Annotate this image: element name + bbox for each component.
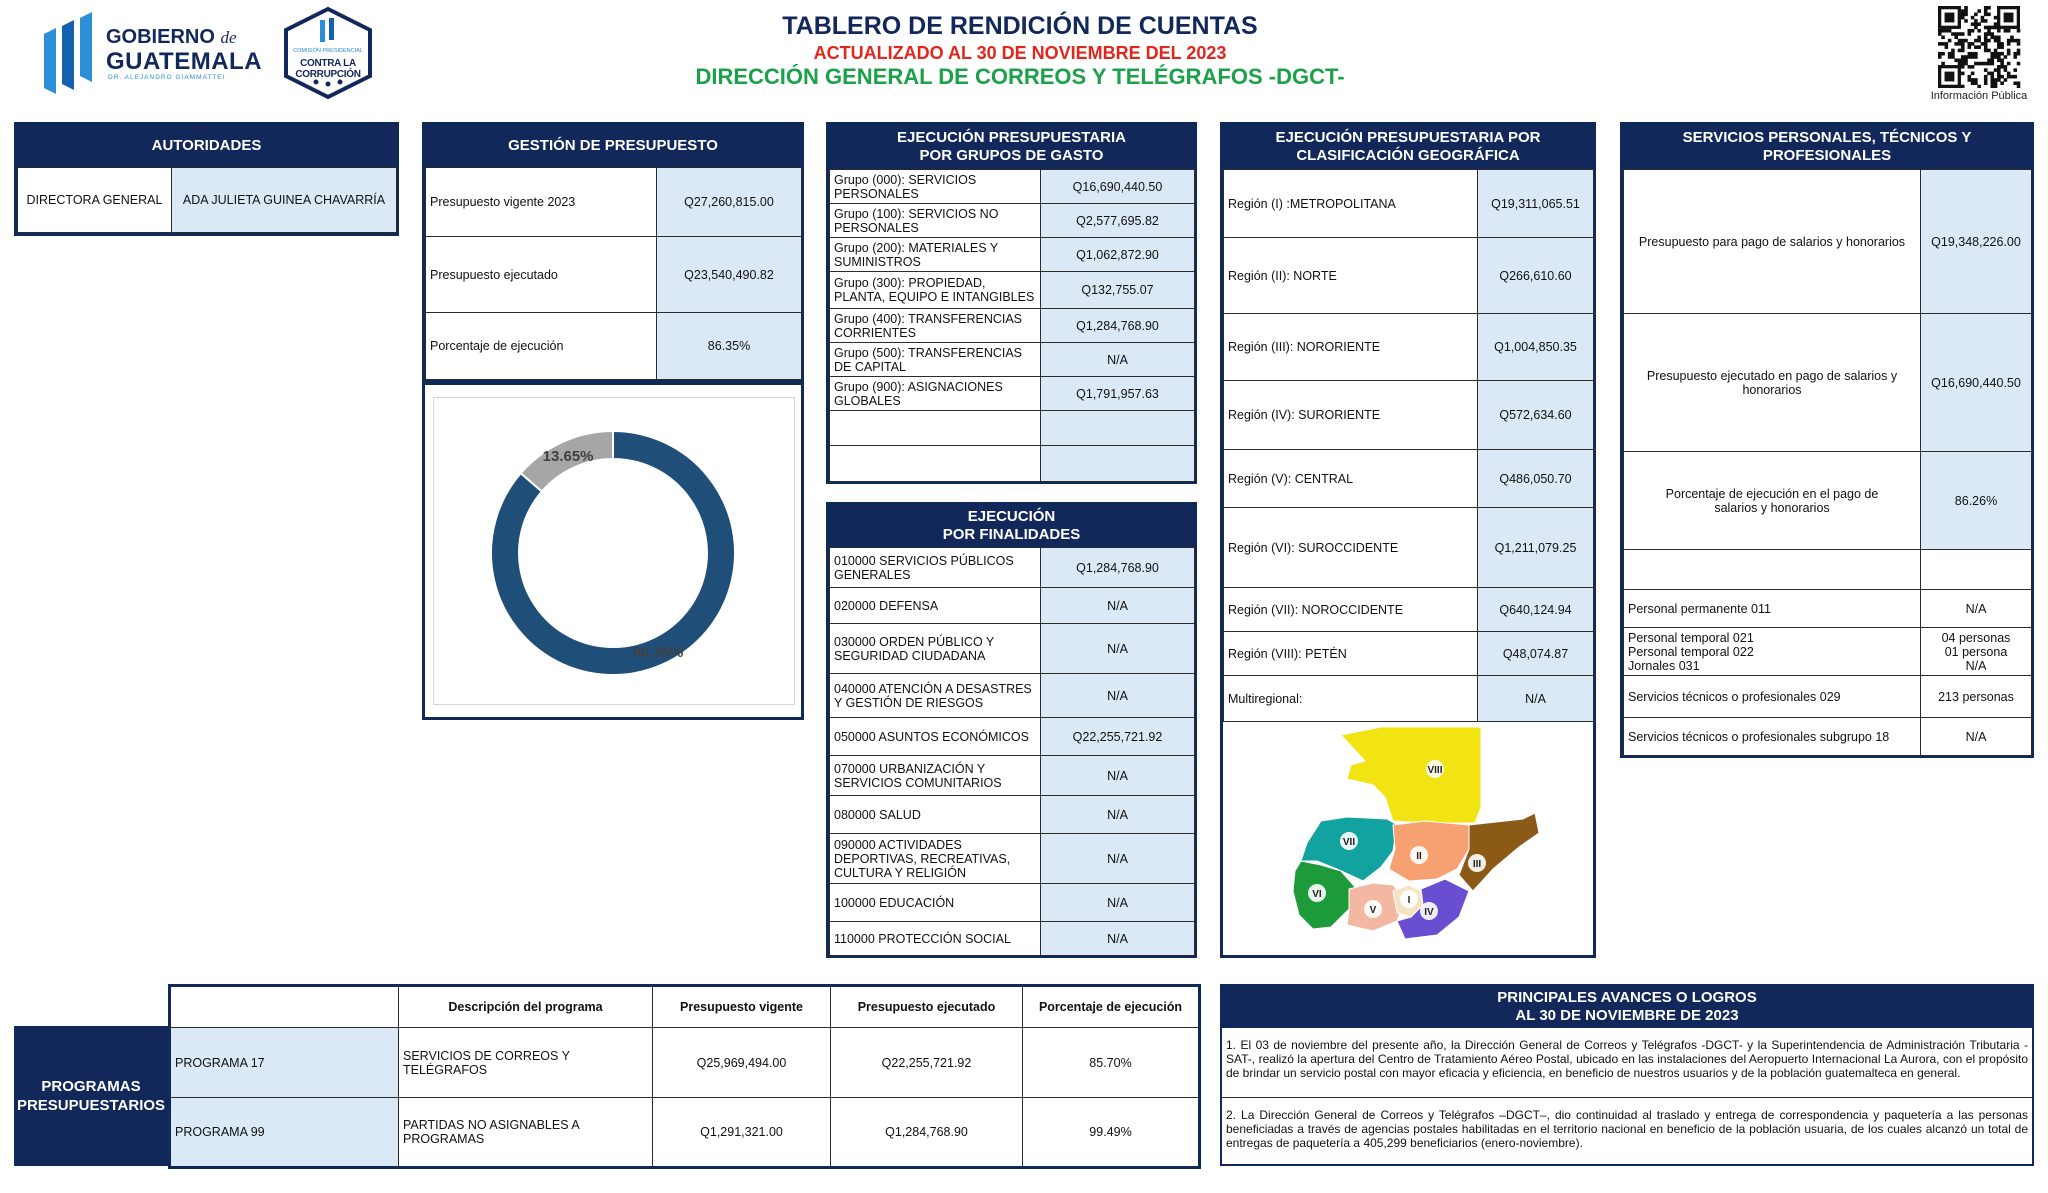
updated-date: ACTUALIZADO AL 30 DE NOVIEMBRE DEL 2023	[813, 43, 1227, 63]
programas-panel	[14, 984, 1198, 1166]
table-row	[830, 674, 1195, 718]
finalidad-label: 040000 ATENCIÓN A DESASTRES Y GESTIÓN DE RIESGOS	[830, 674, 1041, 718]
table-row	[1224, 170, 1594, 238]
table-row	[830, 624, 1195, 674]
program-vigente: Q25,969,494.00	[653, 1028, 831, 1098]
grupo-label: Grupo (000): SERVICIOS PERSONALES	[830, 170, 1041, 204]
qr-finder-0	[1938, 6, 1961, 29]
logros-title-l1: PRINCIPALES AVANCES O LOGROS	[1497, 989, 1757, 1006]
program-pct: 85.70%	[1023, 1028, 1200, 1098]
finalidad-label: 030000 ORDEN PÚBLICO Y SEGURIDAD CIUDADANA	[830, 624, 1041, 674]
program-name: PROGRAMA 17	[170, 1028, 399, 1098]
servicios-temporal-values	[1921, 628, 2032, 676]
finalidades-title-l1: EJECUCIÓN	[967, 508, 1056, 525]
grupo-label: Grupo (500): TRANSFERENCIAS DE CAPITAL	[830, 343, 1041, 377]
grupo-value: Q1,284,768.90	[1041, 309, 1195, 343]
servicios-label: Servicios técnicos o profesionales subgrupo 18	[1624, 718, 1921, 756]
logros-panel	[1220, 984, 2034, 1166]
servicios-label: Personal temporal 021	[1628, 630, 1754, 645]
grupo-value: Q1,791,957.63	[1041, 377, 1195, 411]
col-header-descripcion: Descripción del programa	[399, 986, 653, 1028]
execution-donut-chart	[425, 385, 801, 717]
table-row	[830, 343, 1195, 377]
finalidad-value: Q22,255,721.92	[1041, 718, 1195, 756]
finalidad-value: N/A	[1041, 756, 1195, 796]
presupuesto-label: Porcentaje de ejecución	[426, 313, 657, 380]
grupo-value: Q1,062,872.90	[1041, 238, 1195, 272]
donut-label-1: 13.65%	[542, 447, 594, 465]
region-label: Región (III): NORORIENTE	[1224, 314, 1478, 381]
qr-code-icon	[1926, 6, 2032, 88]
logros-title-l2: AL 30 DE NOVIEMBRE DE 2023	[1515, 1007, 1739, 1024]
servicios-label	[1624, 550, 1921, 590]
servicios-label: Personal permanente 011	[1624, 590, 1921, 628]
table-row	[1224, 632, 1594, 676]
col-header-vigente: Presupuesto vigente	[653, 986, 831, 1028]
finalidad-value: Q1,284,768.90	[1041, 548, 1195, 588]
page-title: TABLERO DE RENDICIÓN DE CUENTAS	[782, 12, 1258, 40]
map-label-3: III	[1472, 859, 1482, 870]
servicios-label: Presupuesto para pago de salarios y honorarios	[1624, 170, 1921, 314]
region-value: Q640,124.94	[1478, 588, 1594, 632]
finalidad-label: 100000 EDUCACIÓN	[830, 884, 1041, 922]
servicios-label: Presupuesto ejecutado en pago de salarios y honorarios	[1624, 314, 1921, 452]
col-header-ejecutado: Presupuesto ejecutado	[831, 986, 1023, 1028]
grupo-value: N/A	[1041, 343, 1195, 377]
table-row	[1224, 238, 1594, 314]
region-value: Q486,050.70	[1478, 450, 1594, 508]
grupo-label: Grupo (900): ASIGNACIONES GLOBALES	[830, 377, 1041, 411]
execution-chart-panel	[422, 382, 804, 720]
table-row	[1224, 450, 1594, 508]
presupuesto-value: Q27,260,815.00	[657, 168, 802, 237]
gov-logo-line1: GOBIERNO de	[106, 26, 237, 48]
servicios-label: Personal temporal 022	[1628, 644, 1754, 659]
region-ii-norte	[1389, 821, 1469, 881]
presupuesto-panel	[422, 122, 804, 382]
finalidad-value: N/A	[1041, 796, 1195, 834]
map-label-0: VIII	[1427, 765, 1443, 776]
programas-corner	[170, 986, 399, 1028]
programas-title-l1: PROGRAMAS	[41, 1078, 141, 1095]
presupuesto-label: Presupuesto ejecutado	[426, 237, 657, 313]
servicios-label: Jornales 031	[1628, 658, 1700, 673]
logro-item-1: 1. El 03 de noviembre del presente año, la Dirección General de Correos y Telégrafos -DGCT- y la Superintendencia de Administración Tributaria -SAT-, realizó la apertura del Centro de Tratamiento Aéreo Postal, ubicado en las instalaciones del Aeropuerto Internacional La Aurora, con el propósito de brindar un servicio postal con mayor eficacia y eficiencia, en beneficio de nuestros usuarios y de la población guatemalteca en general.	[1222, 1028, 2032, 1098]
table-row	[830, 796, 1195, 834]
region-label: Región (VI): SUROCCIDENTE	[1224, 508, 1478, 588]
table-row	[1224, 588, 1594, 632]
table-row	[830, 588, 1195, 624]
table-row	[830, 411, 1195, 446]
grupo-value: Q2,577,695.82	[1041, 204, 1195, 238]
qr-caption: Información Pública	[1930, 90, 2028, 102]
servicios-value: Q16,690,440.50	[1921, 314, 2032, 452]
finalidad-label: 110000 PROTECCIÓN SOCIAL	[830, 922, 1041, 956]
grupo-value: Q16,690,440.50	[1041, 170, 1195, 204]
region-label: Región (V): CENTRAL	[1224, 450, 1478, 508]
grupo-label: Grupo (300): PROPIEDAD, PLANTA, EQUIPO E INTANGIBLES	[830, 272, 1041, 309]
table-row	[830, 834, 1195, 884]
finalidad-value: N/A	[1041, 922, 1195, 956]
programas-title-l2: PRESUPUESTARIOS	[16, 1097, 166, 1114]
servicios-value: 01 persona	[1944, 644, 2008, 659]
geografica-table	[1223, 169, 1594, 722]
finalidades-title	[829, 505, 1194, 547]
region-value: Q1,004,850.35	[1478, 314, 1594, 381]
geografica-title-l2: CLASIFICACIÓN GEOGRÁFICA	[1296, 147, 1520, 164]
autoridades-title: AUTORIDADES	[17, 125, 396, 167]
cpc-logo-line2: CONTRA LA CORRUPCIÓN	[295, 58, 361, 80]
grupos-panel	[826, 122, 1197, 484]
gov-logo-sub: DR. ALEJANDRO GIAMMATTEI	[108, 74, 226, 81]
qr-finder-2	[1938, 65, 1961, 88]
region-viii-peten	[1341, 727, 1481, 823]
gov-logo-line2: GUATEMALA	[106, 48, 263, 75]
servicios-value: N/A	[1965, 658, 1987, 673]
finalidad-label: 070000 URBANIZACIÓN Y SERVICIOS COMUNITARIOS	[830, 756, 1041, 796]
grupo-value	[1041, 411, 1195, 446]
region-iii-nororiente	[1459, 813, 1539, 891]
servicios-label: Servicios técnicos o profesionales 029	[1624, 676, 1921, 718]
finalidad-value: N/A	[1041, 834, 1195, 884]
grupo-label	[830, 411, 1041, 446]
table-row	[830, 446, 1195, 482]
servicios-temporal-labels	[1624, 628, 1921, 676]
finalidades-title-l2: POR FINALIDADES	[942, 526, 1081, 543]
table-row	[830, 377, 1195, 411]
map-label-2: II	[1416, 851, 1422, 862]
donut-label-0: 86.35%	[632, 644, 684, 662]
table-row	[830, 170, 1195, 204]
servicios-label: Porcentaje de ejecución en el pago de salarios y honorarios	[1624, 452, 1921, 550]
servicios-value: N/A	[1921, 718, 2032, 756]
map-label-6: I	[1407, 895, 1411, 906]
finalidad-label: 020000 DEFENSA	[830, 588, 1041, 624]
region-value: Q266,610.60	[1478, 238, 1594, 314]
region-label: Región (VIII): PETÉN	[1224, 632, 1478, 676]
grupo-label: Grupo (400): TRANSFERENCIAS CORRIENTES	[830, 309, 1041, 343]
authority-name: ADA JULIETA GUINEA CHAVARRÍA	[172, 168, 397, 233]
grupo-label: Grupo (100): SERVICIOS NO PERSONALES	[830, 204, 1041, 238]
cpc-logo	[278, 6, 378, 100]
table-row	[170, 1028, 1200, 1098]
region-value: Q572,634.60	[1478, 381, 1594, 450]
table-row	[170, 1098, 1200, 1168]
entity-name: DIRECCIÓN GENERAL DE CORREOS Y TELÉGRAFOS -DGCT-	[695, 64, 1345, 89]
program-desc: PARTIDAS NO ASIGNABLES A PROGRAMAS	[399, 1098, 653, 1168]
servicios-value: 86.26%	[1921, 452, 2032, 550]
geografica-title	[1223, 125, 1593, 169]
program-ejecutado: Q22,255,721.92	[831, 1028, 1023, 1098]
autoridades-table	[17, 167, 397, 233]
table-row	[830, 884, 1195, 922]
table-row	[1224, 508, 1594, 588]
region-value: Q48,074.87	[1478, 632, 1594, 676]
region-value: Q19,311,065.51	[1478, 170, 1594, 238]
finalidad-value: N/A	[1041, 884, 1195, 922]
grupo-value: Q132,755.07	[1041, 272, 1195, 309]
table-row	[830, 922, 1195, 956]
finalidad-label: 010000 SERVICIOS PÚBLICOS GENERALES	[830, 548, 1041, 588]
finalidad-value: N/A	[1041, 674, 1195, 718]
grupo-label: Grupo (200): MATERIALES Y SUMINISTROS	[830, 238, 1041, 272]
servicios-value: 04 personas	[1941, 630, 2011, 645]
region-label: Multiregional:	[1224, 676, 1478, 722]
logros-title	[1222, 986, 2032, 1028]
servicios-value: N/A	[1921, 590, 2032, 628]
table-row	[830, 272, 1195, 309]
finalidad-value: N/A	[1041, 624, 1195, 674]
presupuesto-title: GESTIÓN DE PRESUPUESTO	[425, 125, 801, 167]
authority-role: DIRECTORA GENERAL	[18, 168, 172, 233]
region-value: Q1,211,079.25	[1478, 508, 1594, 588]
geografica-panel	[1220, 122, 1596, 958]
finalidades-panel	[826, 502, 1197, 958]
logro-item-2: 2. La Dirección General de Correos y Telégrafos –DGCT–, dio continuidad al traslado y entrega de correspondencia y paquetería a las personas beneficiadas a través de agencias postales habilitadas en el territorio nacional en beneficio de la población usuaria, de los cuales alcanzó un total de entregas de paquetería a 405,299 beneficiarios (enero-noviembre).	[1226, 1108, 2028, 1150]
table-row	[1224, 314, 1594, 381]
map-label-1: VII	[1342, 837, 1356, 848]
presupuesto-value: 86.35%	[657, 313, 802, 380]
qr-code[interactable]	[1926, 6, 2032, 88]
guatemala-regions-map	[1223, 721, 1593, 955]
region-label: Región (IV): SURORIENTE	[1224, 381, 1478, 450]
finalidad-label: 090000 ACTIVIDADES DEPORTIVAS, RECREATIVAS, CULTURA Y RELIGIÓN	[830, 834, 1041, 884]
programas-title	[14, 1026, 168, 1166]
program-name: PROGRAMA 99	[170, 1098, 399, 1168]
finalidad-label: 050000 ASUNTOS ECONÓMICOS	[830, 718, 1041, 756]
servicios-title	[1623, 125, 2031, 169]
grupos-table	[829, 169, 1195, 482]
presupuesto-label: Presupuesto vigente 2023	[426, 168, 657, 237]
table-row	[1224, 381, 1594, 450]
servicios-value: 213 personas	[1921, 676, 2032, 718]
region-value: N/A	[1478, 676, 1594, 722]
gov-flag-icon	[40, 10, 98, 96]
grupo-value	[1041, 446, 1195, 482]
program-ejecutado: Q1,284,768.90	[831, 1098, 1023, 1168]
map-label-4: VI	[1312, 889, 1322, 900]
program-pct: 99.49%	[1023, 1098, 1200, 1168]
presupuesto-value: Q23,540,490.82	[657, 237, 802, 313]
grupos-title-l2: POR GRUPOS DE GASTO	[919, 147, 1104, 164]
col-header-porcentaje: Porcentaje de ejecución	[1023, 986, 1200, 1028]
servicios-table	[1623, 169, 2032, 756]
map-label-5: V	[1369, 905, 1377, 916]
qr-finder-1	[1997, 6, 2020, 29]
region-label: Región (II): NORTE	[1224, 238, 1478, 314]
cpc-logo-line1: COMISIÓN PRESIDENCIAL	[293, 48, 363, 54]
autoridades-panel	[14, 122, 399, 236]
grupos-title	[829, 125, 1194, 169]
finalidad-label: 080000 SALUD	[830, 796, 1041, 834]
servicios-title-l1: SERVICIOS PERSONALES, TÉCNICOS Y	[1682, 129, 1972, 146]
table-row	[830, 718, 1195, 756]
table-row	[830, 204, 1195, 238]
servicios-value	[1921, 550, 2032, 590]
servicios-value: Q19,348,226.00	[1921, 170, 2032, 314]
grupo-label	[830, 446, 1041, 482]
servicios-title-l2: PROFESIONALES	[1762, 147, 1892, 164]
table-row	[830, 756, 1195, 796]
grupos-title-l1: EJECUCIÓN PRESUPUESTARIA	[897, 129, 1126, 146]
finalidades-table	[829, 547, 1195, 956]
region-label: Región (VII): NOROCCIDENTE	[1224, 588, 1478, 632]
geografica-title-l1: EJECUCIÓN PRESUPUESTARIA POR	[1275, 129, 1541, 146]
gov-logo	[40, 10, 263, 96]
table-row	[830, 238, 1195, 272]
presupuesto-table	[425, 167, 802, 380]
programas-table	[168, 984, 1201, 1169]
table-row	[830, 309, 1195, 343]
program-vigente: Q1,291,321.00	[653, 1098, 831, 1168]
finalidad-value: N/A	[1041, 588, 1195, 624]
table-row	[1224, 676, 1594, 722]
servicios-panel	[1620, 122, 2034, 758]
region-label: Región (I) :METROPOLITANA	[1224, 170, 1478, 238]
program-desc: SERVICIOS DE CORREOS Y TELÉGRAFOS	[399, 1028, 653, 1098]
map-label-7: IV	[1424, 907, 1434, 918]
table-row	[830, 548, 1195, 588]
